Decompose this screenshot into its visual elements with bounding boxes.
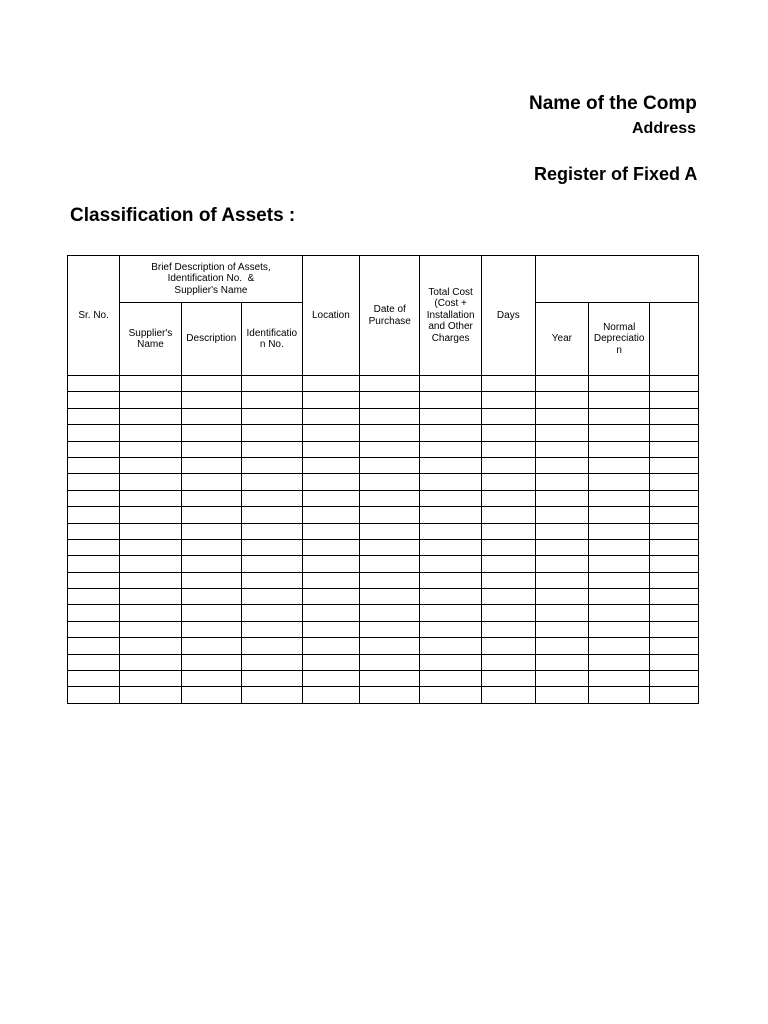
table-cell — [181, 441, 241, 457]
table-cell — [420, 408, 482, 424]
table-row — [68, 425, 699, 441]
table-cell — [120, 605, 182, 621]
table-cell — [360, 539, 420, 555]
table-cell — [481, 539, 535, 555]
table-cell — [650, 539, 699, 555]
table-cell — [535, 671, 588, 687]
table-row — [68, 654, 699, 670]
col-suppliers-name: Supplier's Name — [120, 303, 182, 376]
table-cell — [589, 376, 650, 392]
table-cell — [481, 408, 535, 424]
table-row — [68, 457, 699, 473]
table-cell — [241, 572, 302, 588]
table-cell — [420, 605, 482, 621]
table-cell — [481, 671, 535, 687]
table-cell — [302, 572, 359, 588]
table-cell — [68, 638, 120, 654]
table-cell — [420, 539, 482, 555]
table-cell — [360, 408, 420, 424]
table-cell — [181, 392, 241, 408]
table-cell — [120, 539, 182, 555]
table-cell — [535, 425, 588, 441]
table-cell — [302, 638, 359, 654]
table-cell — [241, 605, 302, 621]
table-cell — [360, 425, 420, 441]
table-cell — [68, 408, 120, 424]
table-cell — [420, 654, 482, 670]
table-cell — [68, 425, 120, 441]
table-cell — [181, 457, 241, 473]
table-cell — [650, 638, 699, 654]
table-cell — [589, 539, 650, 555]
table-cell — [650, 621, 699, 637]
table-cell — [241, 474, 302, 490]
table-cell — [535, 507, 588, 523]
table-cell — [360, 376, 420, 392]
table-cell — [650, 671, 699, 687]
table-cell — [481, 589, 535, 605]
brief-description-line-1: Brief Description of Assets, — [151, 261, 271, 273]
table-cell — [650, 556, 699, 572]
table-cell — [181, 474, 241, 490]
table-cell — [589, 457, 650, 473]
table-cell — [120, 408, 182, 424]
table-cell — [589, 605, 650, 621]
table-cell — [481, 605, 535, 621]
table-row — [68, 621, 699, 637]
table-cell — [360, 457, 420, 473]
table-cell — [181, 507, 241, 523]
table-cell — [68, 671, 120, 687]
table-row — [68, 539, 699, 555]
table-cell — [589, 589, 650, 605]
table-cell — [120, 507, 182, 523]
table-row — [68, 638, 699, 654]
table-cell — [181, 408, 241, 424]
table-cell — [68, 556, 120, 572]
table-cell — [481, 572, 535, 588]
table-row — [68, 392, 699, 408]
table-cell — [420, 572, 482, 588]
table-cell — [120, 425, 182, 441]
table-row — [68, 589, 699, 605]
table-row — [68, 572, 699, 588]
table-cell — [241, 539, 302, 555]
table-cell — [650, 654, 699, 670]
table-cell — [120, 376, 182, 392]
table-cell — [589, 474, 650, 490]
table-cell — [420, 376, 482, 392]
table-cell — [650, 441, 699, 457]
col-location: Location — [302, 256, 359, 376]
table-cell — [650, 605, 699, 621]
table-cell — [68, 457, 120, 473]
table-cell — [302, 687, 359, 703]
table-cell — [302, 589, 359, 605]
table-cell — [68, 539, 120, 555]
table-cell — [302, 605, 359, 621]
col-extra — [650, 303, 699, 376]
table-cell — [589, 507, 650, 523]
table-cell — [360, 687, 420, 703]
table-cell — [535, 376, 588, 392]
table-cell — [535, 408, 588, 424]
table-cell — [360, 654, 420, 670]
table-row — [68, 605, 699, 621]
table-cell — [241, 425, 302, 441]
table-cell — [481, 654, 535, 670]
table-cell — [360, 523, 420, 539]
table-cell — [589, 654, 650, 670]
table-cell — [650, 392, 699, 408]
table-cell — [241, 507, 302, 523]
table-cell — [589, 490, 650, 506]
table-cell — [589, 408, 650, 424]
col-sr-no: Sr. No. — [68, 256, 120, 376]
table-cell — [120, 392, 182, 408]
table-cell — [302, 425, 359, 441]
table-cell — [481, 523, 535, 539]
table-cell — [120, 556, 182, 572]
table-cell — [481, 507, 535, 523]
table-cell — [360, 589, 420, 605]
table-cell — [241, 392, 302, 408]
table-cell — [241, 408, 302, 424]
table-cell — [68, 490, 120, 506]
company-address: Address — [632, 120, 697, 137]
brief-description-line-2: Identification No. & — [167, 273, 255, 285]
company-name: Name of the Comp — [529, 93, 697, 114]
table-cell — [241, 671, 302, 687]
col-normal-depreciation: Normal Depreciatio n — [589, 303, 650, 376]
table-cell — [68, 572, 120, 588]
table-cell — [302, 490, 359, 506]
table-cell — [68, 376, 120, 392]
table-cell — [535, 457, 588, 473]
table-cell — [181, 589, 241, 605]
table-cell — [302, 654, 359, 670]
table-cell — [360, 605, 420, 621]
table-cell — [535, 572, 588, 588]
table-row — [68, 556, 699, 572]
table-cell — [589, 687, 650, 703]
table-cell — [68, 507, 120, 523]
table-cell — [241, 556, 302, 572]
table-cell — [120, 638, 182, 654]
table-row — [68, 408, 699, 424]
col-total-cost: Total Cost (Cost + Installation and Other Charges — [420, 256, 482, 376]
table-cell — [420, 425, 482, 441]
table-cell — [481, 392, 535, 408]
table-cell — [181, 638, 241, 654]
table-row — [68, 687, 699, 703]
header-row-1 — [68, 256, 699, 303]
table-cell — [481, 376, 535, 392]
table-cell — [360, 507, 420, 523]
table-cell — [420, 638, 482, 654]
table-cell — [120, 441, 182, 457]
table-cell — [650, 457, 699, 473]
table-cell — [68, 605, 120, 621]
table-row — [68, 523, 699, 539]
col-depreciation-group — [535, 256, 698, 303]
table-cell — [535, 539, 588, 555]
table-cell — [589, 671, 650, 687]
table-cell — [120, 654, 182, 670]
table-cell — [650, 376, 699, 392]
table-row — [68, 441, 699, 457]
col-date-of-purchase: Date of Purchase — [360, 256, 420, 376]
table-cell — [120, 589, 182, 605]
table-cell — [68, 621, 120, 637]
table-cell — [120, 523, 182, 539]
table-cell — [68, 474, 120, 490]
fixed-assets-register-table — [67, 255, 699, 704]
table-cell — [535, 605, 588, 621]
table-cell — [241, 621, 302, 637]
table-cell — [360, 572, 420, 588]
col-days: Days — [481, 256, 535, 376]
table-cell — [589, 441, 650, 457]
table-cell — [650, 425, 699, 441]
table-cell — [360, 556, 420, 572]
table-cell — [650, 523, 699, 539]
table-cell — [650, 507, 699, 523]
table-cell — [241, 376, 302, 392]
table-cell — [302, 457, 359, 473]
table-cell — [68, 523, 120, 539]
table-cell — [420, 457, 482, 473]
table-cell — [181, 425, 241, 441]
table-cell — [302, 556, 359, 572]
table-cell — [420, 621, 482, 637]
table-cell — [120, 671, 182, 687]
table-cell — [68, 654, 120, 670]
register-title: Register of Fixed A — [534, 164, 698, 184]
table-cell — [181, 687, 241, 703]
table-cell — [181, 572, 241, 588]
table-cell — [360, 441, 420, 457]
table-cell — [181, 605, 241, 621]
table-cell — [589, 572, 650, 588]
table-cell — [360, 490, 420, 506]
table-cell — [181, 376, 241, 392]
table-cell — [535, 654, 588, 670]
table-cell — [535, 621, 588, 637]
table-cell — [302, 408, 359, 424]
col-description: Description — [181, 303, 241, 376]
table-cell — [241, 687, 302, 703]
table-cell — [302, 474, 359, 490]
table-cell — [68, 441, 120, 457]
table-cell — [420, 556, 482, 572]
table-cell — [120, 572, 182, 588]
table-cell — [302, 671, 359, 687]
table-cell — [535, 523, 588, 539]
table-cell — [241, 638, 302, 654]
table-cell — [481, 556, 535, 572]
table-cell — [241, 441, 302, 457]
col-identification-no: Identificatio n No. — [241, 303, 302, 376]
table-cell — [420, 523, 482, 539]
table-cell — [650, 687, 699, 703]
table-row — [68, 490, 699, 506]
table-row — [68, 507, 699, 523]
table-cell — [535, 687, 588, 703]
table-cell — [181, 490, 241, 506]
table-cell — [181, 556, 241, 572]
table-cell — [481, 621, 535, 637]
table-cell — [302, 539, 359, 555]
table-cell — [360, 621, 420, 637]
table-cell — [241, 523, 302, 539]
table-cell — [420, 507, 482, 523]
table-cell — [302, 523, 359, 539]
table-cell — [120, 490, 182, 506]
table-cell — [302, 507, 359, 523]
table-cell — [535, 441, 588, 457]
table-cell — [535, 556, 588, 572]
table-cell — [481, 490, 535, 506]
table-cell — [181, 621, 241, 637]
table-cell — [650, 572, 699, 588]
table-cell — [241, 490, 302, 506]
table-row — [68, 671, 699, 687]
table-cell — [535, 474, 588, 490]
table-cell — [650, 474, 699, 490]
table-cell — [302, 621, 359, 637]
table-cell — [120, 621, 182, 637]
table-cell — [302, 441, 359, 457]
table-cell — [120, 457, 182, 473]
table-cell — [420, 490, 482, 506]
table-cell — [120, 687, 182, 703]
table-cell — [535, 392, 588, 408]
table-cell — [481, 457, 535, 473]
table-cell — [360, 671, 420, 687]
table-cell — [535, 589, 588, 605]
table-cell — [535, 638, 588, 654]
table-cell — [650, 490, 699, 506]
col-year: Year — [535, 303, 588, 376]
table-cell — [360, 638, 420, 654]
table-cell — [68, 589, 120, 605]
table-cell — [589, 556, 650, 572]
table-cell — [589, 523, 650, 539]
brief-description-line-3: Supplier's Name — [174, 284, 248, 296]
table-cell — [650, 408, 699, 424]
table-cell — [481, 425, 535, 441]
table-row — [68, 474, 699, 490]
table-cell — [589, 638, 650, 654]
table-cell — [241, 457, 302, 473]
table-cell — [589, 621, 650, 637]
table-cell — [481, 474, 535, 490]
table-cell — [302, 376, 359, 392]
table-cell — [302, 392, 359, 408]
table-cell — [420, 687, 482, 703]
table-cell — [589, 392, 650, 408]
table-cell — [420, 474, 482, 490]
table-row — [68, 376, 699, 392]
table-cell — [360, 474, 420, 490]
table-cell — [181, 523, 241, 539]
table-cell — [181, 539, 241, 555]
table-cell — [120, 474, 182, 490]
table-cell — [650, 589, 699, 605]
table-cell — [535, 490, 588, 506]
table-cell — [481, 687, 535, 703]
table-cell — [181, 671, 241, 687]
table-cell — [241, 589, 302, 605]
col-brief-description — [120, 256, 303, 303]
table-cell — [420, 392, 482, 408]
table-cell — [360, 392, 420, 408]
table-cell — [420, 589, 482, 605]
table-cell — [589, 425, 650, 441]
table-cell — [420, 671, 482, 687]
classification-label: Classification of Assets : — [70, 205, 296, 226]
table-cell — [420, 441, 482, 457]
table-cell — [68, 392, 120, 408]
table-cell — [68, 687, 120, 703]
table-cell — [241, 654, 302, 670]
table-cell — [481, 638, 535, 654]
table-cell — [181, 654, 241, 670]
table-cell — [481, 441, 535, 457]
